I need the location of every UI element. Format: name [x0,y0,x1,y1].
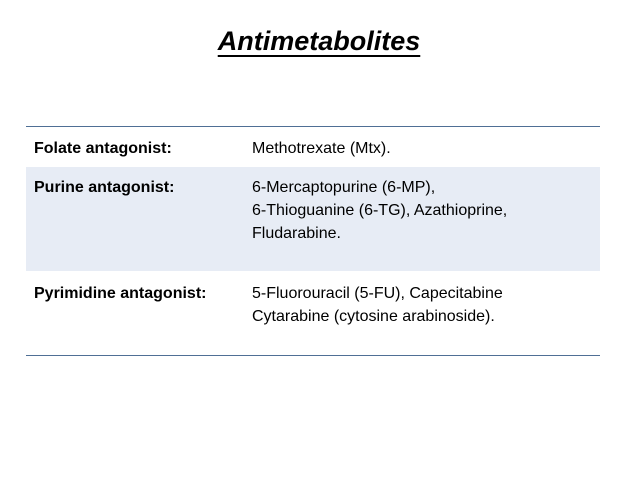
table-row-pyrimidine [26,271,600,356]
drug-class-label: Folate antagonist: [34,140,172,157]
table-row-folate [26,127,600,167]
drug-list-line: Cytarabine (cytosine arabinoside). [252,307,495,325]
drug-list-line: Methotrexate (Mtx). [252,140,391,157]
table-row-purine [26,167,600,271]
drug-list-line: 5-Fluorouracil (5-FU), Capecitabine [252,284,503,302]
drug-list [252,271,600,356]
antimetabolite-table [26,126,600,356]
drug-list [252,167,600,271]
drug-list [252,127,600,167]
drug-class-label: Purine antagonist: [34,178,175,196]
drug-list-line: 6-Thioguanine (6-TG), Azathioprine, [252,201,508,219]
drug-list-line: 6-Mercaptopurine (6-MP), [252,178,436,196]
drug-list-line: Fludarabine. [252,224,341,242]
slide-title [0,26,638,57]
drug-class-label: Pyrimidine antagonist: [34,284,207,302]
slide-title-text: Antimetabolites [217,26,421,56]
